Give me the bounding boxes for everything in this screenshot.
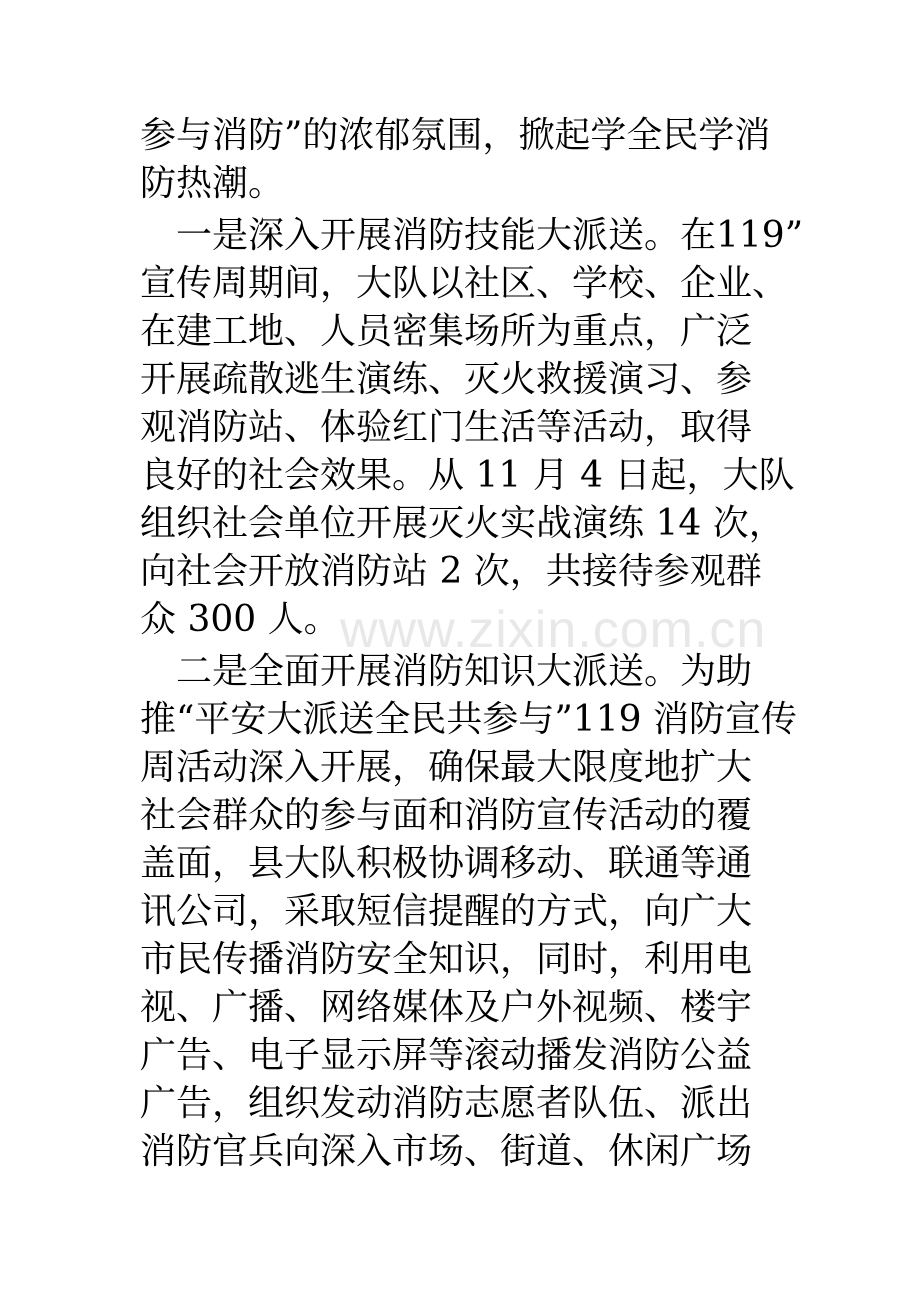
text-line: 良好的社会效果。从 11 月 4 日起，大队 bbox=[140, 455, 795, 496]
watermark: www.zixin.com.cn bbox=[340, 601, 767, 659]
text-line: 市民传播消防安全知识，同时，利用电 bbox=[140, 939, 753, 980]
text-line: 周活动深入开展，确保最大限度地扩大 bbox=[140, 747, 753, 788]
text-line: 观消防站、体验红门生活等活动，取得 bbox=[140, 407, 753, 448]
text-line: 社会群众的参与面和消防宣传活动的覆 bbox=[140, 795, 753, 836]
text-line: 开展疏散逃生演练、灭火救援演习、参 bbox=[140, 359, 753, 400]
text-line: 视、广播、网络媒体及户外视频、楼宇 bbox=[140, 987, 753, 1028]
text-line: 广告，组织发动消防志愿者队伍、派出 bbox=[140, 1083, 753, 1124]
text-line: 众 300 人。 bbox=[140, 599, 340, 640]
text-line: 推“平安大派送全民共参与”119 消防宣传 bbox=[140, 699, 797, 740]
text-line: 盖面，县大队积极协调移动、联通等通 bbox=[140, 843, 753, 884]
text-line: 组织社会单位开展灭火实战演练 14 次， bbox=[140, 503, 785, 544]
text-line: 广告、电子显示屏等滚动播发消防公益 bbox=[140, 1035, 753, 1076]
text-line-paragraph-start: 一是深入开展消防技能大派送。在119” bbox=[176, 215, 804, 256]
text-line: 宣传周期间，大队以社区、学校、企业、 bbox=[140, 263, 789, 304]
text-line-paragraph-start: 二是全面开展消防知识大派送。为助 bbox=[176, 651, 753, 692]
text-line: 参与消防”的浓郁氛围，掀起学全民学消 bbox=[140, 115, 771, 156]
text-line: 在建工地、人员密集场所为重点，广泛 bbox=[140, 311, 753, 352]
text-line: 向社会开放消防站 2 次，共接待参观群 bbox=[140, 551, 762, 592]
text-line: 讯公司，采取短信提醒的方式，向广大 bbox=[140, 891, 753, 932]
text-line: 消防官兵向深入市场、街道、休闲广场 bbox=[140, 1131, 753, 1172]
text-line: 防热潮。 bbox=[140, 163, 285, 204]
